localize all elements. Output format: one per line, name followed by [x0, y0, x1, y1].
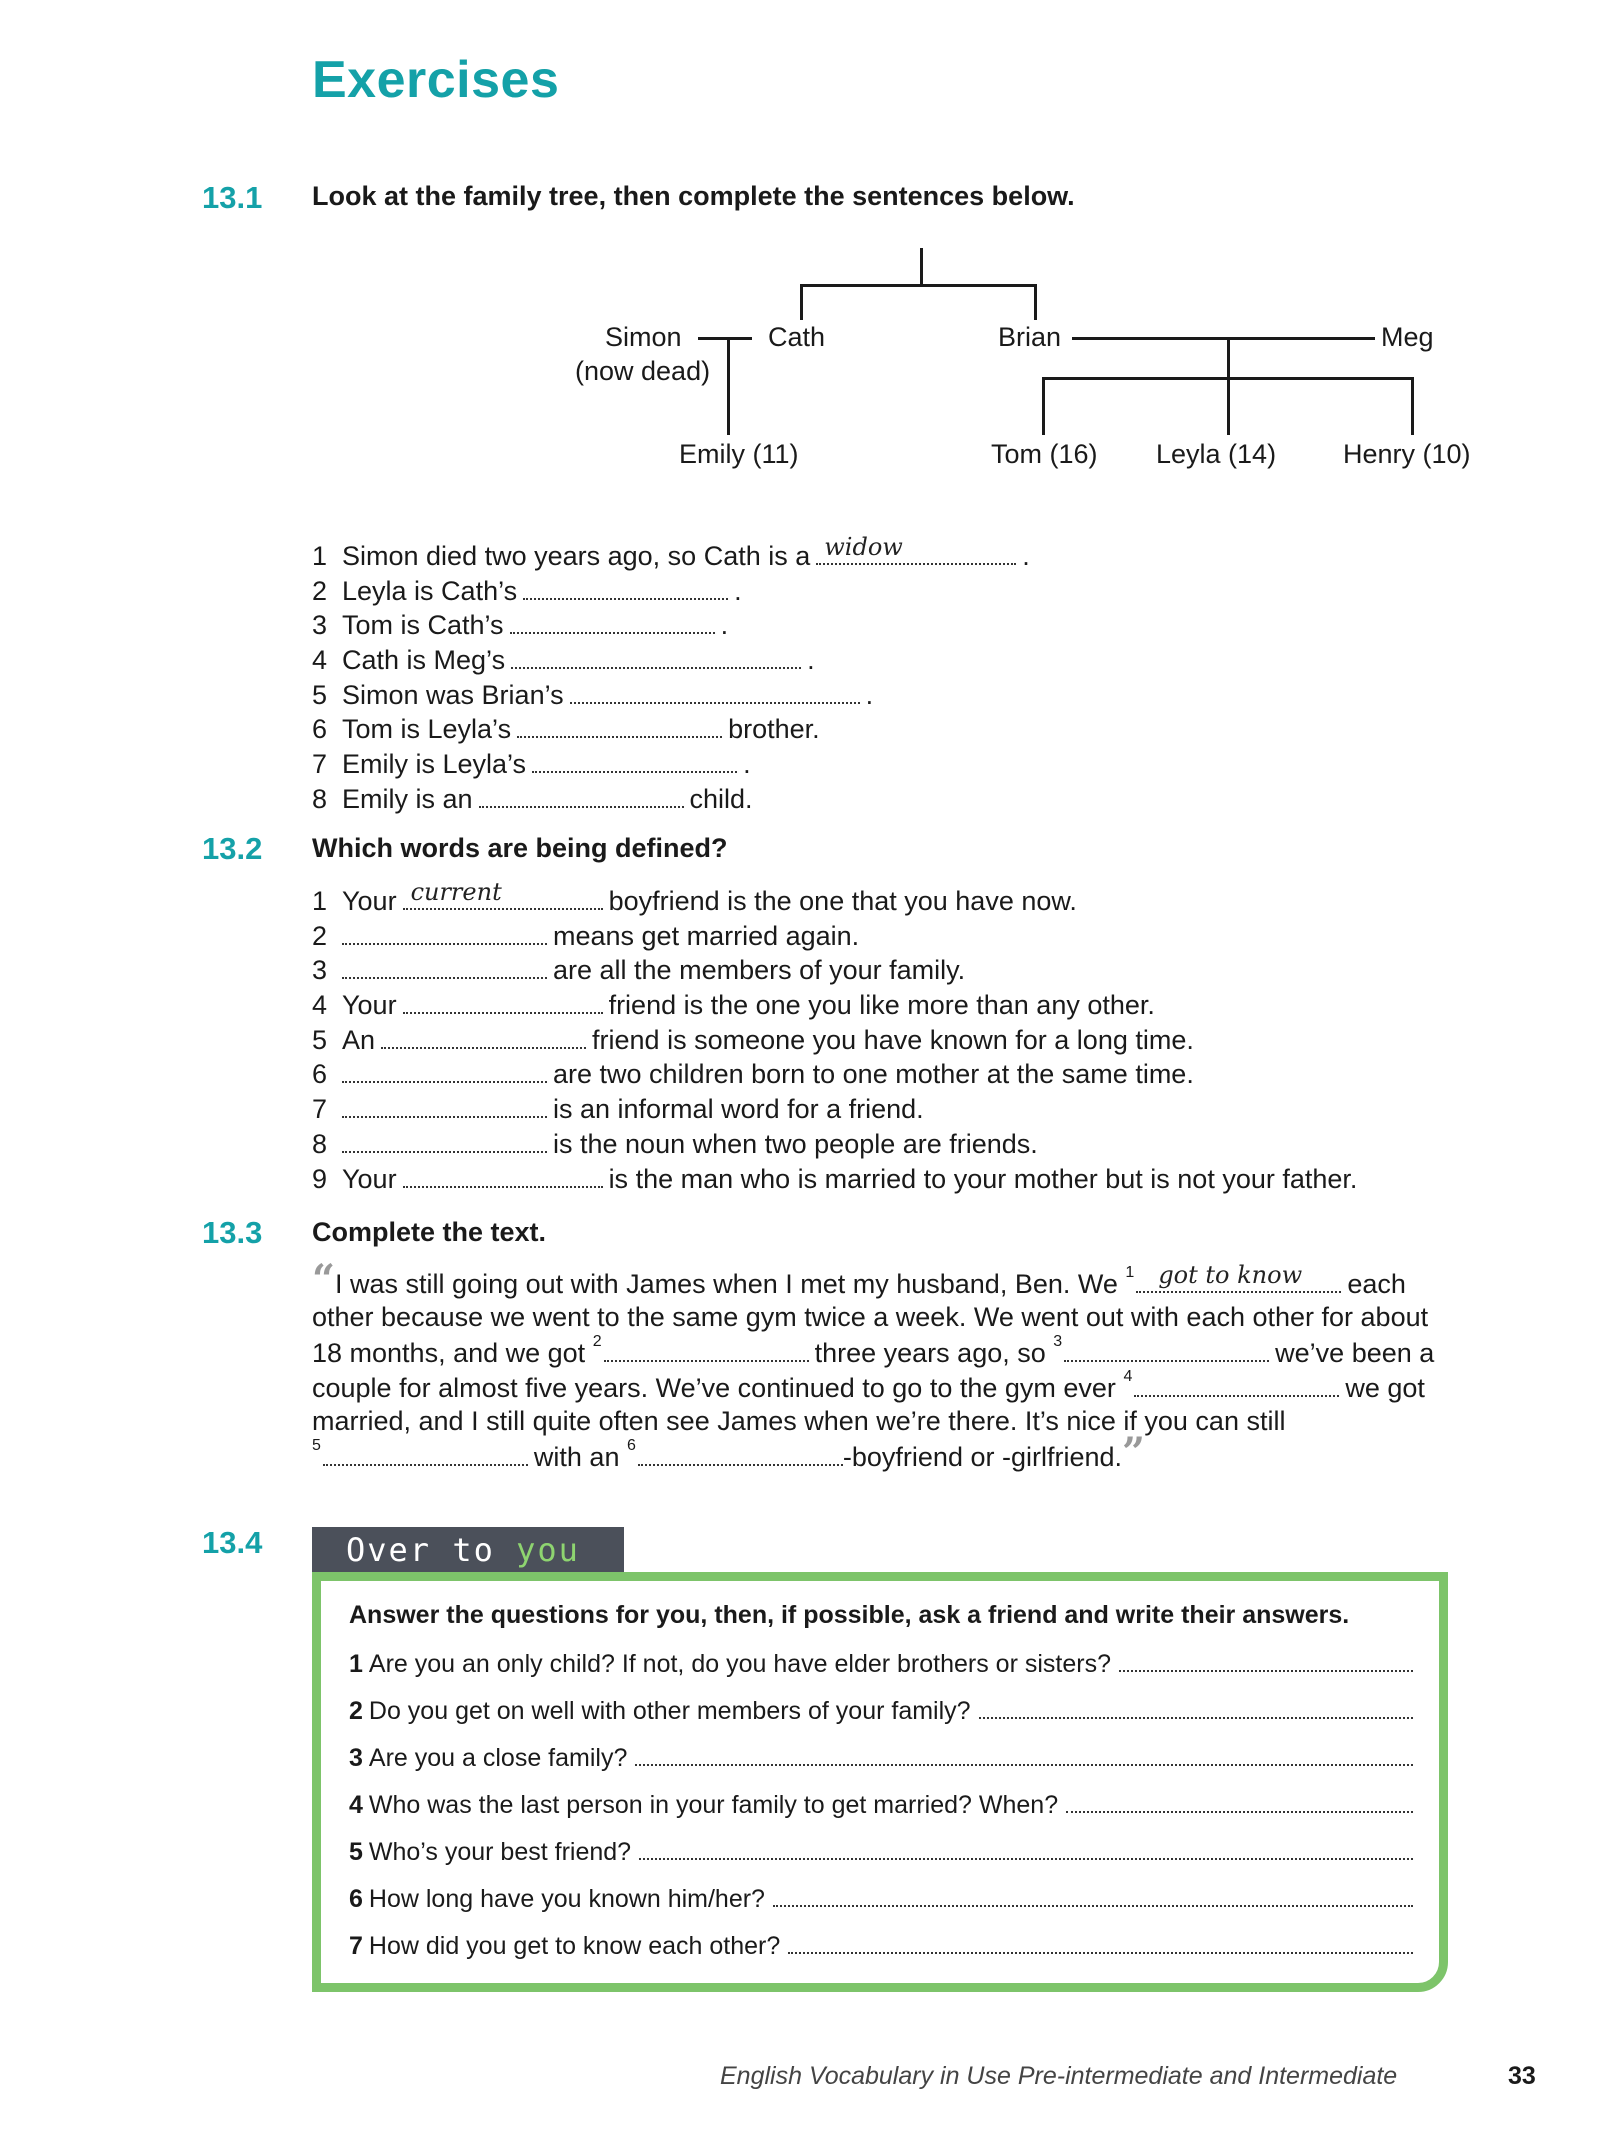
question-row — [349, 1641, 1413, 1688]
item-text-after: . — [734, 575, 742, 606]
exercise-heading: Which words are being defined? — [312, 833, 728, 863]
answer-blank[interactable] — [604, 1334, 809, 1362]
answer-line[interactable] — [1066, 1793, 1413, 1813]
question-number: 3 — [349, 1744, 363, 1772]
tree-brian: Brian — [998, 322, 1062, 352]
gap-number: 1 — [1125, 1264, 1135, 1281]
item-text: Emily is an — [342, 783, 473, 814]
item-text: Simon was Brian’s — [342, 679, 564, 710]
answer-blank[interactable] — [1064, 1334, 1269, 1362]
exercise-number: 13.1 — [202, 180, 263, 215]
item-text: Leyla is Cath’s — [342, 575, 518, 606]
list-item — [312, 641, 1030, 676]
item-text-after: are all the members of your family. — [553, 955, 966, 986]
answer-blank[interactable] — [517, 710, 722, 738]
item-text-after: friend is the one you like more than any other. — [608, 990, 1155, 1021]
answer-line[interactable] — [979, 1699, 1413, 1719]
list-item — [312, 986, 1357, 1021]
list-item — [312, 676, 1030, 711]
answer-blank[interactable] — [403, 986, 603, 1014]
text-segment: 18 months, and we got — [312, 1338, 586, 1369]
exercise-number: 13.2 — [202, 831, 263, 866]
item-number: 4 — [312, 645, 328, 676]
answer-blank[interactable] — [511, 641, 801, 669]
answer-line[interactable] — [1119, 1652, 1413, 1672]
question-number: 7 — [349, 1932, 363, 1960]
handwritten-answer: got to know — [1158, 1261, 1303, 1290]
answer-blank[interactable] — [479, 780, 684, 808]
answer-blank[interactable] — [523, 572, 728, 600]
answer-line[interactable] — [788, 1934, 1413, 1954]
answer-blank[interactable] — [342, 1125, 547, 1153]
question-text: Who’s your best friend? — [368, 1838, 632, 1866]
question-row — [349, 1829, 1413, 1876]
question-number: 6 — [349, 1885, 363, 1913]
open-quote-mark: “ — [312, 1256, 336, 1303]
text-segment: we’ve been a — [1275, 1338, 1435, 1369]
answer-blank[interactable] — [342, 951, 547, 979]
answer-line[interactable] — [639, 1840, 1413, 1860]
gap-number: 6 — [626, 1437, 636, 1455]
answer-blank[interactable] — [1134, 1369, 1339, 1397]
list-item — [312, 745, 1030, 780]
list-item — [312, 1160, 1357, 1195]
answer-blank[interactable] — [510, 606, 715, 634]
item-number: 6 — [312, 714, 328, 745]
tab-label-highlight: you — [516, 1531, 580, 1569]
item-text: Simon died two years ago, so Cath is a — [342, 541, 811, 571]
question-number: 1 — [349, 1650, 363, 1678]
item-number: 7 — [312, 749, 328, 780]
question-row — [349, 1782, 1413, 1829]
item-text: Tom is Leyla’s — [342, 714, 512, 745]
list-item — [312, 917, 1357, 952]
answer-blank[interactable] — [381, 1021, 586, 1049]
gap-number: 5 — [312, 1437, 321, 1455]
text-segment: each — [1347, 1269, 1406, 1299]
answer-blank[interactable] — [532, 745, 737, 773]
book-title-footer: English Vocabulary in Use Pre-intermediate and Intermediate — [720, 2062, 1398, 2090]
item-text: Tom is Cath’s — [342, 610, 504, 641]
question-text: How did you get to know each other? — [368, 1932, 781, 1960]
item-number: 5 — [312, 679, 328, 710]
item-text: Emily is Leyla’s — [342, 749, 527, 780]
answer-line[interactable] — [773, 1887, 1413, 1907]
item-number: 9 — [312, 1163, 328, 1194]
tree-simon: Simon — [605, 322, 682, 352]
over-to-you-tab — [312, 1527, 624, 1573]
list-item — [312, 780, 1030, 815]
handwritten-answer: current — [410, 878, 502, 907]
item-number: 8 — [312, 783, 328, 814]
list-item — [312, 951, 1357, 986]
text-segment: married, and I still quite often see James when we’re there. It’s nice if you can still — [312, 1405, 1286, 1436]
answer-blank[interactable] — [816, 533, 1016, 565]
item-text-after: . — [720, 610, 729, 641]
question-text: Do you get on well with other members of your family? — [368, 1697, 971, 1725]
item-text-after: is an informal word for a friend. — [553, 1094, 924, 1125]
item-text-after: brother. — [728, 714, 820, 745]
question-row — [349, 1735, 1413, 1782]
item-text-after: . — [1022, 541, 1030, 571]
list-item — [312, 1021, 1357, 1056]
tree-henry: Henry (10) — [1343, 439, 1471, 469]
text-segment: we got — [1345, 1373, 1425, 1404]
exercise-number: 13.4 — [202, 1525, 263, 1560]
question-number: 5 — [349, 1838, 363, 1866]
item-text-after: is the man who is married to your mother but is not your father. — [608, 1163, 1358, 1194]
answer-blank[interactable] — [342, 1055, 547, 1083]
answer-blank[interactable] — [403, 1160, 603, 1188]
page-title: Exercises — [312, 51, 560, 109]
item-text: Your — [342, 1163, 397, 1194]
item-text: Your — [342, 886, 397, 916]
answer-blank[interactable] — [323, 1438, 528, 1466]
text-segment: with an — [533, 1442, 620, 1473]
question-row — [349, 1876, 1413, 1923]
exercise-heading: Complete the text. — [312, 1217, 547, 1247]
list-item — [312, 878, 1357, 917]
item-number: 5 — [312, 1024, 328, 1055]
answer-line[interactable] — [635, 1746, 1413, 1766]
answer-blank[interactable] — [342, 1090, 547, 1118]
answer-blank[interactable] — [570, 676, 860, 704]
text-segment: other because we went to the same gym twice a week. We went out with each other for about — [312, 1301, 1429, 1332]
text-segment: I was still going out with James when I met my husband, Ben. We — [335, 1269, 1118, 1299]
question-row — [349, 1688, 1413, 1735]
list-item — [312, 1090, 1357, 1125]
tree-leyla: Leyla (14) — [1156, 439, 1277, 469]
text-segment: three years ago, so — [814, 1338, 1046, 1369]
exercise-13-1-list — [312, 533, 1030, 815]
list-item — [312, 572, 1030, 607]
question-text: How long have you known him/her? — [368, 1885, 765, 1913]
tree-cath: Cath — [768, 322, 826, 352]
over-to-you-box — [312, 1572, 1448, 1992]
item-number: 7 — [312, 1094, 328, 1125]
question-number: 2 — [349, 1697, 363, 1725]
page-number: 33 — [1508, 2062, 1536, 2090]
tree-emily: Emily (11) — [679, 439, 799, 469]
tree-tom: Tom (16) — [991, 439, 1098, 469]
instruction: Answer the questions for you, then, if possible, ask a friend and write their answers. — [349, 1601, 1350, 1629]
item-text: Cath is Meg’s — [342, 645, 506, 676]
exercise-13-2-list — [312, 878, 1358, 1194]
answer-blank[interactable] — [1136, 1261, 1341, 1293]
close-quote-mark: ” — [1122, 1429, 1146, 1477]
answer-blank[interactable] — [403, 878, 603, 910]
item-text-after: friend is someone you have known for a long time. — [592, 1024, 1194, 1055]
item-number: 3 — [312, 955, 328, 986]
item-text-after: . — [807, 645, 815, 676]
list-item — [312, 1055, 1357, 1090]
item-number: 6 — [312, 1059, 328, 1090]
text-segment: -boyfriend or -girlfriend. — [842, 1442, 1123, 1473]
question-row — [349, 1923, 1413, 1970]
gap-number: 2 — [592, 1333, 602, 1351]
text-segment: couple for almost five years. We’ve continued to go to the gym ever — [312, 1373, 1116, 1404]
item-text-after: . — [865, 679, 874, 710]
tab-label: Over to — [346, 1531, 495, 1569]
exercise-13-3-text — [312, 1256, 1452, 1477]
item-text-after: child. — [689, 783, 753, 814]
item-number: 2 — [312, 575, 328, 606]
answer-blank[interactable] — [638, 1438, 843, 1466]
list-item — [312, 710, 1030, 745]
item-text-after: are two children born to one mother at the same time. — [553, 1059, 1194, 1090]
item-number: 4 — [312, 990, 328, 1021]
item-number: 1 — [312, 541, 328, 571]
gap-number: 4 — [1123, 1368, 1133, 1386]
item-text: An — [342, 1024, 376, 1055]
exercise-number: 13.3 — [202, 1215, 263, 1250]
question-text: Who was the last person in your family to get married? When? — [368, 1791, 1059, 1819]
tree-simon-note: (now dead) — [575, 356, 711, 386]
tree-meg: Meg — [1381, 322, 1434, 352]
item-number: 3 — [312, 610, 328, 641]
question-text: Are you an only child? If not, do you have elder brothers or sisters? — [368, 1650, 1111, 1678]
item-text-after: is the noun when two people are friends. — [553, 1128, 1038, 1159]
item-text-after: boyfriend is the one that you have now. — [608, 886, 1077, 916]
item-number: 1 — [312, 886, 328, 916]
list-item — [312, 606, 1030, 641]
list-item — [312, 533, 1030, 572]
item-text-after: means get married again. — [553, 920, 860, 951]
exercise-heading: Look at the family tree, then complete the sentences below. — [312, 181, 1075, 211]
handwritten-answer: widow — [824, 533, 903, 562]
list-item — [312, 1125, 1357, 1160]
question-text: Are you a close family? — [368, 1744, 628, 1772]
gap-number: 3 — [1053, 1333, 1063, 1351]
item-text: Your — [342, 990, 397, 1021]
question-number: 4 — [349, 1791, 363, 1819]
item-text-after: . — [743, 749, 751, 780]
answer-blank[interactable] — [342, 917, 547, 945]
item-number: 8 — [312, 1128, 328, 1159]
item-number: 2 — [312, 920, 328, 951]
